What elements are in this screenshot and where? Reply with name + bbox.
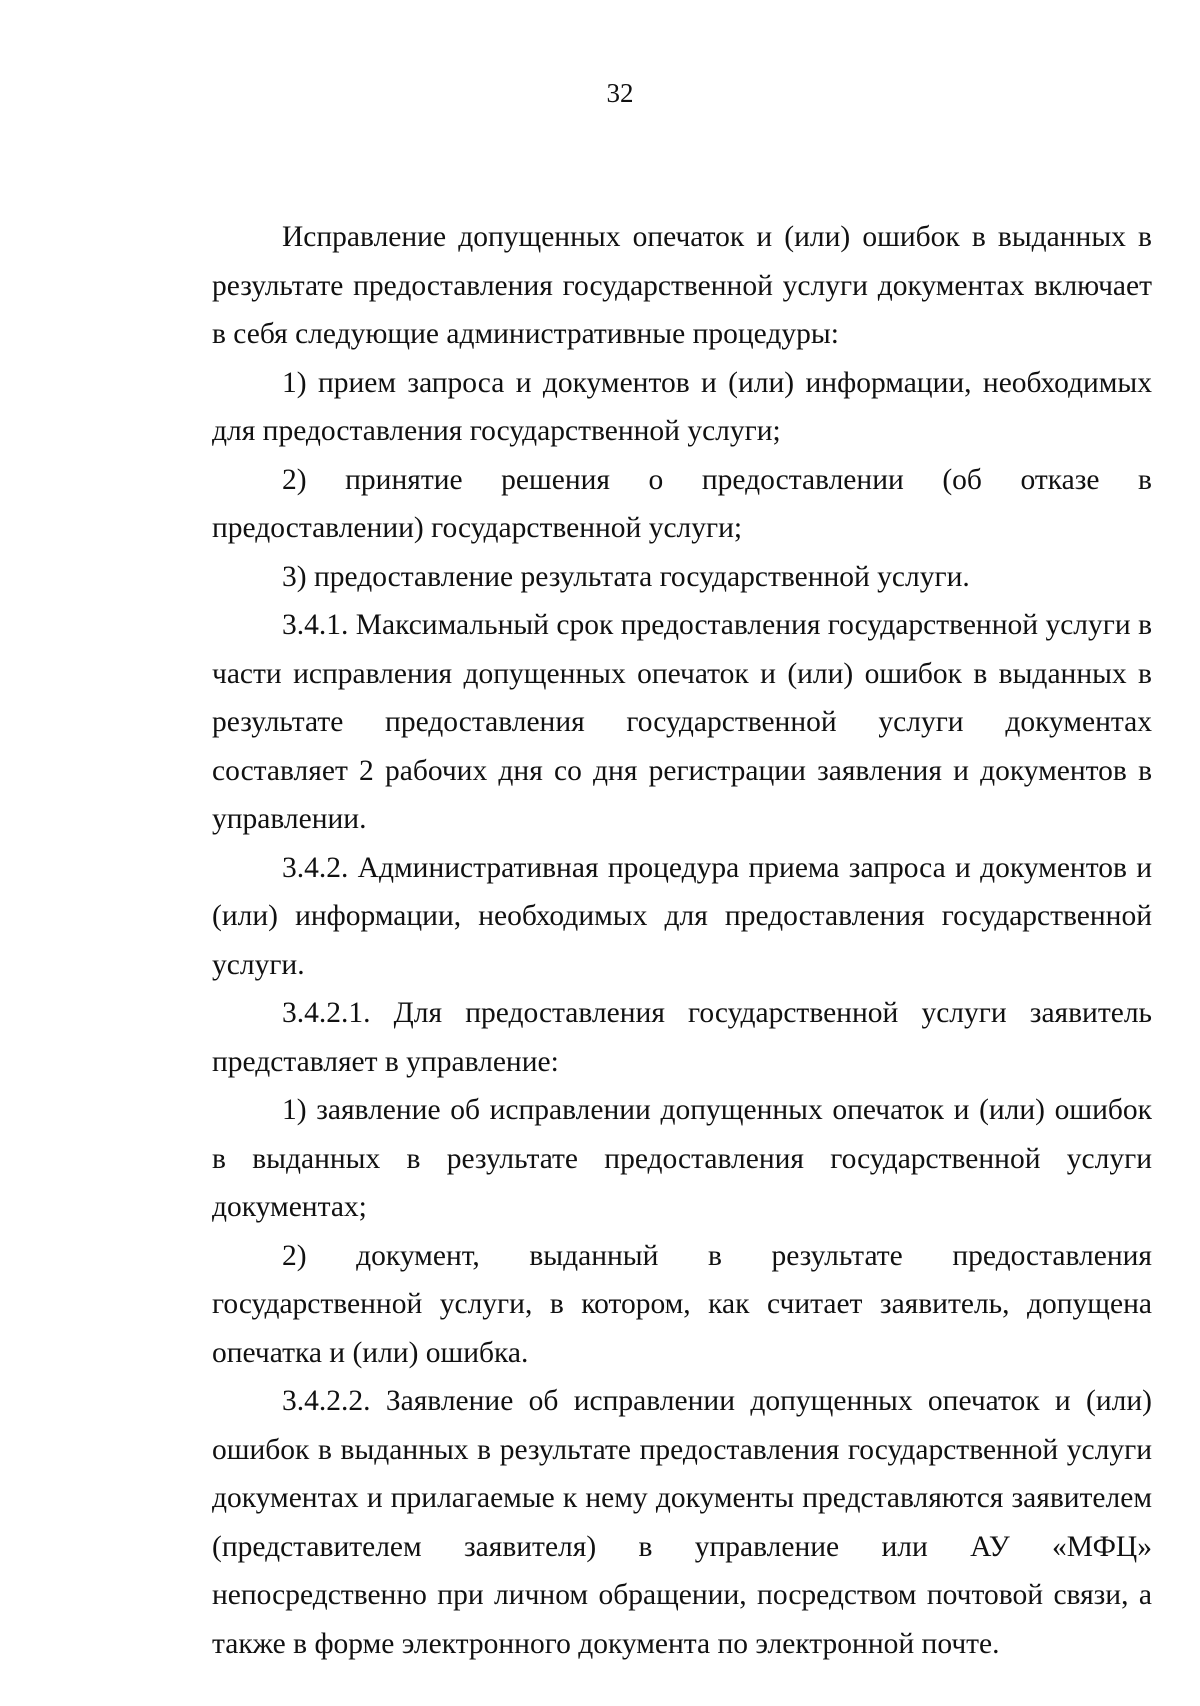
- paragraph-item-1: 1) прием запроса и документов и (или) информации, необходимых для предоставления государственной услуги;: [212, 366, 1152, 447]
- page-number: 32: [606, 78, 634, 108]
- paragraph-3-4-2: 3.4.2. Административная процедура приема запроса и документов и (или) информации, необходимых для предоставления государственной услуги.: [212, 851, 1152, 981]
- paragraph-intro: Исправление допущенных опечаток и (или) ошибок в выданных в результате предоставления государственной услуги документах включает в себя следующие административные процедуры:: [212, 221, 1152, 350]
- paragraph-3-4-2-1: 3.4.2.1. Для предоставления государственной услуги заявитель представляет в управление:: [212, 997, 1152, 1078]
- paragraph-3-4-2-1-item-2: 2) документ, выданный в результате предоставления государственной услуги, в котором, как считает заявитель, допущена опечатка и (или) ошибка.: [212, 1239, 1152, 1369]
- paragraph-item-3: 3) предоставление результата государственной услуги.: [282, 560, 970, 593]
- document-body: [212, 213, 1152, 1668]
- paragraph-3-4-2-1-item-1: 1) заявление об исправлении допущенных опечаток и (или) ошибок в выданных в результате предоставления государственной услуги документах;: [212, 1094, 1152, 1223]
- paragraph-3-4-2-2: 3.4.2.2. Заявление об исправлении допущенных опечаток и (или) ошибок в выданных в результате предоставления государственной услуги документах и прилагаемые к нему документы представляются заявителем (представителем заявителя) в управление или АУ «МФЦ» непосредственно при личном обращении, посредством почтовой связи, а также в форме электронного документа по электронной почте.: [212, 1385, 1152, 1660]
- paragraph-3-4-1: 3.4.1. Максимальный срок предоставления государственной услуги в части исправления допущенных опечаток и (или) ошибок в выданных в результате предоставления государственной услуги документах составляет 2 рабочих дня со дня регистрации заявления и документов в управлении.: [212, 609, 1152, 835]
- paragraph-item-2: 2) принятие решения о предоставлении (об отказе в предоставлении) государственной услуги;: [212, 463, 1152, 544]
